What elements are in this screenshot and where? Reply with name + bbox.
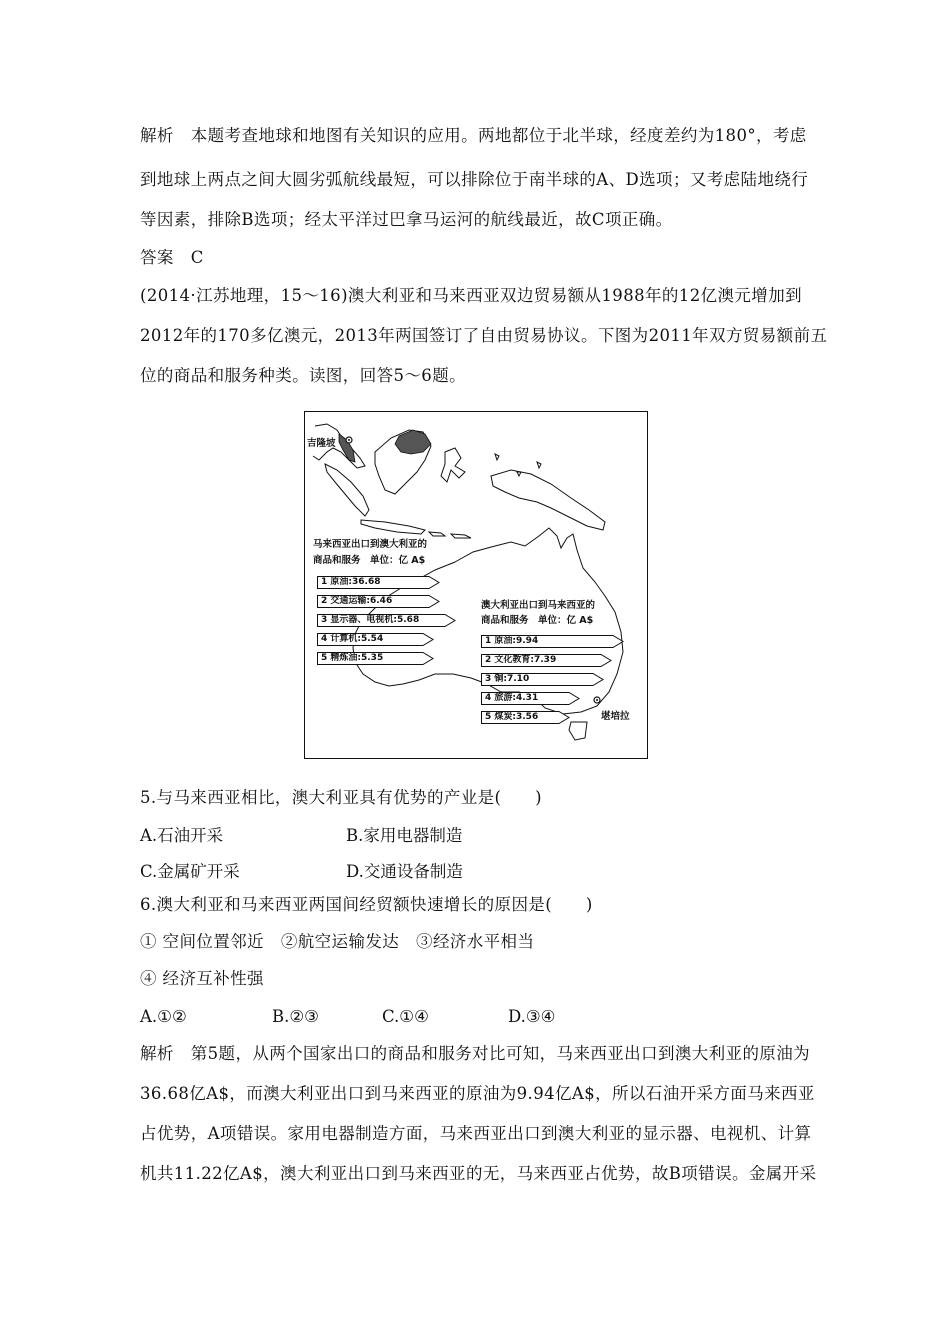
analysis-line4: 机共11.22亿A$，澳大利亚出口到马来西亚的无，马来西亚占优势，故B项错误。金属开采 [140,1164,817,1183]
my-export-item-4: 4 计算机:5.54 [317,633,425,646]
q6-option-c[interactable]: C.①④ [382,1007,429,1026]
prev-analysis-line1: 解析 本题考查地球和地图有关知识的应用。两地都位于北半球，经度差约为180°，考虑 [140,126,807,145]
q5-option-d[interactable]: D.交通设备制造 [346,862,463,881]
au-export-item-2: 2 文化教育:7.39 [481,654,603,667]
au-export-item-4: 4 旅游:4.31 [481,692,571,705]
trade-map-figure [304,411,648,759]
intro-line3: 位的商品和服务种类。读图，回答5～6题。 [140,366,466,385]
city-label-kuala-lumpur: 吉隆坡 [307,438,336,449]
my-export-item-1: 1 原油:36.68 [317,576,431,589]
q6-option-a[interactable]: A.①② [140,1007,187,1026]
prev-answer-value: C [190,248,204,267]
q5-option-b[interactable]: B.家用电器制造 [346,826,463,845]
au-export-title-line1: 澳大利亚出口到马来西亚的 [481,600,596,611]
my-export-item-2: 2 交通运输:6.46 [317,595,431,608]
prev-answer-label: 答案 [140,248,174,267]
au-export-title-line2: 商品和服务 单位：亿 A$ [481,615,594,626]
analysis-line1: 解析 第5题，从两个国家出口的商品和服务对比可知，马来西亚出口到澳大利亚的原油为 [140,1044,811,1063]
q5-option-a[interactable]: A.石油开采 [140,826,224,845]
q6-option-d[interactable]: D.③④ [508,1007,556,1026]
au-export-item-1: 1 原油:9.94 [481,635,615,648]
my-export-title-line2: 商品和服务 单位：亿 A$ [313,555,426,566]
q6-stem: 6.澳大利亚和马来西亚两国间经贸额快速增长的原因是( ) [140,895,593,914]
q6-option-b[interactable]: B.②③ [272,1007,319,1026]
au-export-item-3: 3 铜:7.10 [481,673,595,686]
prev-answer [140,248,204,268]
intro-line2: 2012年的170多亿澳元，2013年两国签订了自由贸易协议。下图为2011年双方贸易额前五 [140,326,828,345]
my-export-title-line1: 马来西亚出口到澳大利亚的 [313,539,428,550]
q6-statements-line1: ① 空间位置邻近 ②航空运输发达 ③经济水平相当 [140,932,535,951]
analysis-line3: 占优势，A项错误。家用电器制造方面，马来西亚出口到澳大利亚的显示器、电视机、计算 [140,1124,812,1143]
analysis-label: 解析 [140,1044,174,1063]
q5-stem: 5.与马来西亚相比，澳大利亚具有优势的产业是( ) [140,788,543,807]
city-label-canberra: 堪培拉 [601,711,630,722]
prev-analysis-line2: 到地球上两点之间大圆劣弧航线最短，可以排除位于南半球的A、D选项；又考虑陆地绕行 [140,170,809,189]
prev-analysis-line3: 等因素，排除B选项；经太平洋过巴拿马运河的航线最近，故C项正确。 [140,210,673,229]
my-export-item-3: 3 显示器、电视机:5.68 [317,614,447,627]
q5-option-c[interactable]: C.金属矿开采 [140,862,240,881]
au-export-item-5: 5 煤炭:3.56 [481,711,561,724]
q6-statements-line2: ④ 经济互补性强 [140,969,264,988]
intro-line1: (2014·江苏地理，15～16)澳大利亚和马来西亚双边贸易额从1988年的12亿澳元增加到 [140,286,802,305]
my-export-item-5: 5 精炼油:5.35 [317,652,425,665]
prev-analysis-label: 解析 [140,126,174,145]
analysis-line2: 36.68亿A$，而澳大利亚出口到马来西亚的原油为9.94亿A$，所以石油开采方面马来西亚 [140,1084,815,1103]
